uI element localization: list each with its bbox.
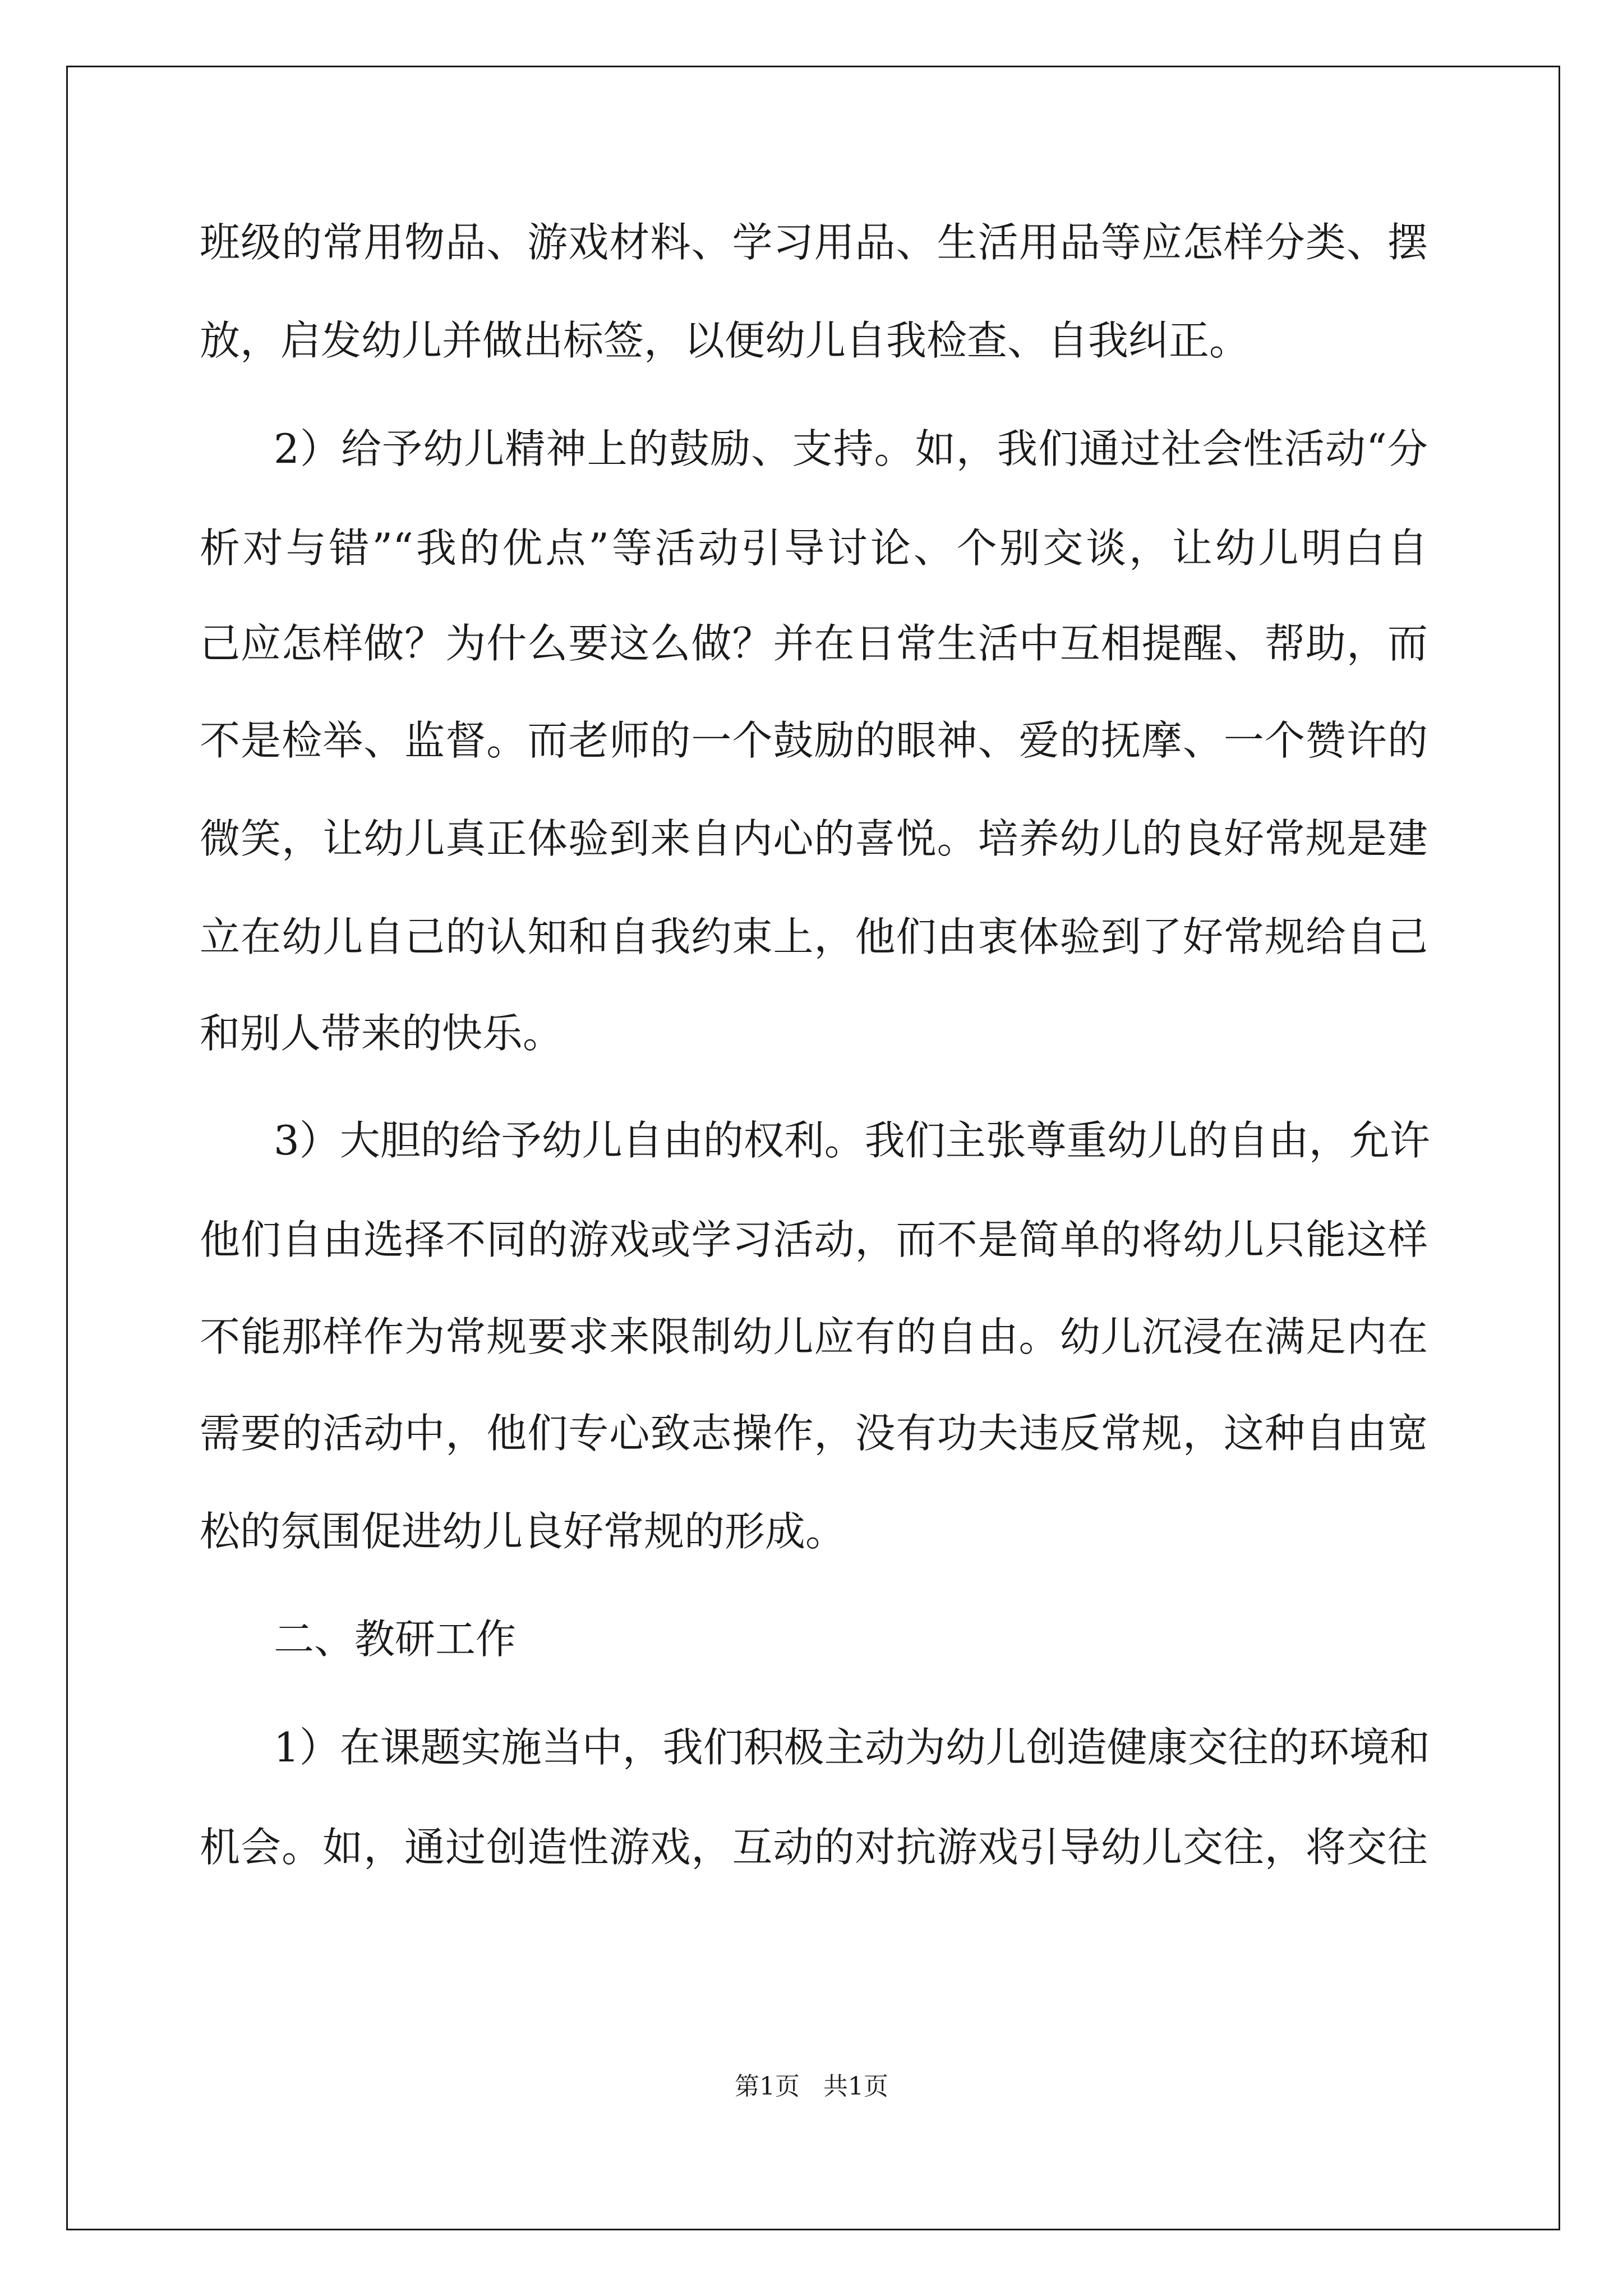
- text-line: 松的氛围促进幼儿良好常规的形成。: [200, 1508, 846, 1555]
- section-heading: 二、教研工作: [274, 1616, 517, 1663]
- text-line: 放，启发幼儿并做出标签，以便幼儿自我检查、自我纠正。: [200, 317, 1250, 364]
- paragraph-3-first-line: 3）大胆的给予幼儿自由的权利。我们主张尊重幼儿的自由，允许: [274, 1117, 1430, 1164]
- text-line: 他们自由选择不同的游戏或学习活动，而不是简单的将幼儿只能这样: [200, 1216, 1428, 1263]
- paragraph-4-first-line: 1）在课题实施当中，我们积极主动为幼儿创造健康交往的环境和: [274, 1724, 1430, 1771]
- text-line: 和别人带来的快乐。: [200, 1010, 564, 1057]
- text-line: 不是检举、监督。而老师的一个鼓励的眼神、爱的抚摩、一个赞许的: [200, 717, 1428, 764]
- text-line: 不能那样作为常规要求来限制幼儿应有的自由。幼儿沉浸在满足内在: [200, 1313, 1428, 1360]
- text-line: 己应怎样做？为什么要这么做？并在日常生活中互相提醒、帮助，而: [200, 620, 1428, 667]
- text-line: 析对与错”“我的优点”等活动引导讨论、个别交谈，让幼儿明白自: [200, 524, 1428, 572]
- paragraph-2-first-line: 2）给予幼儿精神上的鼓励、支持。如，我们通过社会性活动“分: [274, 425, 1428, 472]
- text-line: 立在幼儿自己的认知和自我约束上，他们由衷体验到了好常规给自己: [200, 913, 1428, 960]
- text-line: 需要的活动中，他们专心致志操作，没有功夫违反常规，这种自由宽: [200, 1410, 1428, 1457]
- text-line: 机会。如，通过创造性游戏，互动的对抗游戏引导幼儿交往，将交往: [200, 1824, 1428, 1871]
- text-line: 微笑，让幼儿真正体验到来自内心的喜悦。培养幼儿的良好常规是建: [200, 815, 1428, 862]
- text-line: 班级的常用物品、游戏材料、学习用品、生活用品等应怎样分类、摆: [200, 219, 1428, 266]
- page-footer: 第1页 共1页: [735, 2072, 888, 2101]
